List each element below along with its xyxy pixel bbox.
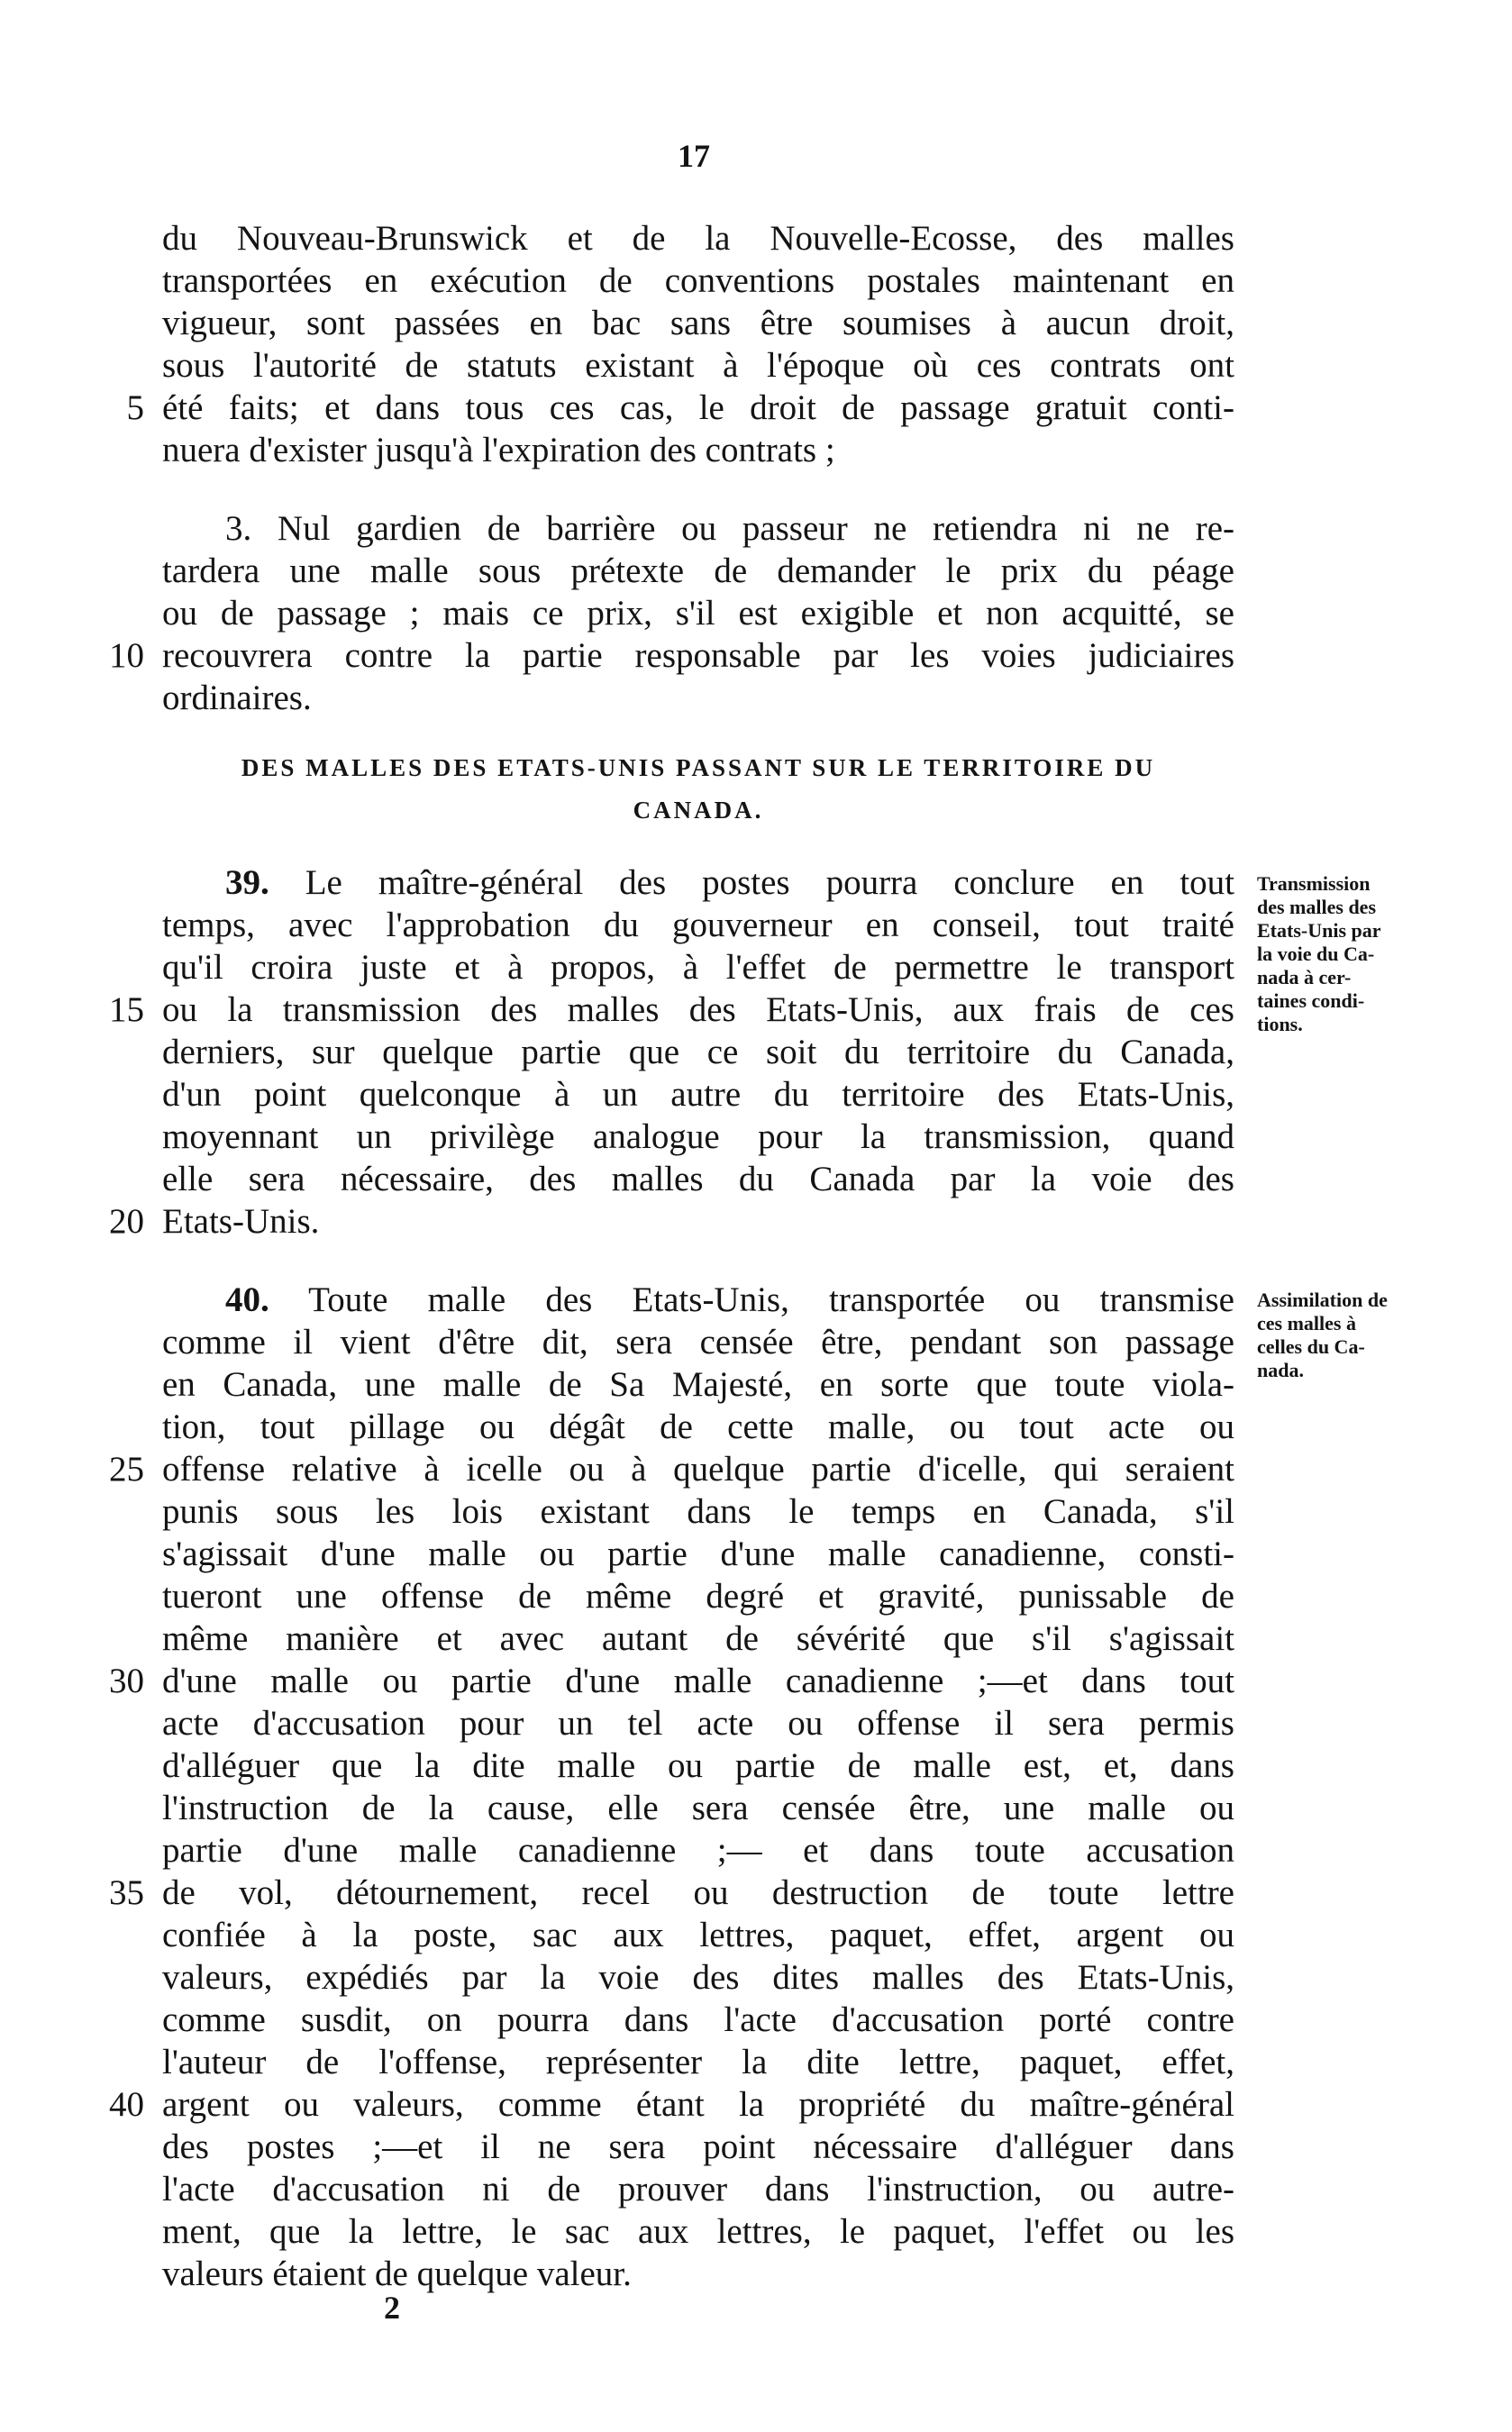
text-line: punis sous les lois existant dans le temps en Canada, s'il	[162, 1492, 1234, 1531]
text-line: moyennant un privilège analogue pour la transmission, quand	[162, 1117, 1234, 1156]
text-line: s'agissait d'une malle ou partie d'une malle canadienne, consti-	[162, 1535, 1234, 1573]
text-line: confiée à la poste, sac aux lettres, paquet, effet, argent ou	[162, 1916, 1234, 1954]
text-line: ment, que la lettre, le sac aux lettres, le paquet, l'effet ou les	[162, 2212, 1234, 2251]
margin-note-section-40	[1257, 1289, 1464, 1382]
margin-note-line: ces malles à	[1257, 1312, 1356, 1334]
margin-note-line: Assimilation de	[1257, 1289, 1388, 1311]
text-line: l'instruction de la cause, elle sera censée être, une malle ou	[162, 1789, 1234, 1827]
section-heading-line-2: CANADA.	[633, 797, 764, 824]
text-line: du Nouveau-Brunswick et de la Nouvelle-Ecosse, des malles	[162, 219, 1234, 258]
text-line: temps, avec l'approbation du gouverneur en conseil, tout traité	[162, 906, 1234, 944]
text-line: valeurs étaient de quelque valeur.	[162, 2254, 632, 2293]
section-heading-line-1: DES MALLES DES ETATS-UNIS PASSANT SUR LE TERRITOIRE DU	[241, 754, 1156, 781]
text-line: en Canada, une malle de Sa Majesté, en sorte que toute viola-	[162, 1365, 1234, 1404]
line-number: 40	[109, 2085, 144, 2124]
section-number: 39.	[225, 863, 269, 902]
margin-note-line: nada.	[1257, 1359, 1304, 1381]
text-line: de vol, détournement, recel ou destruction de toute lettre	[162, 1873, 1234, 1912]
text-line: ou de passage ; mais ce prix, s'il est exigible et non acquitté, se	[162, 594, 1234, 633]
text-line: tion, tout pillage ou dégât de cette malle, ou tout acte ou	[162, 1407, 1234, 1446]
line-text: Le maître-général des postes pourra conclure en tout	[269, 863, 1234, 902]
text-line: nuera d'exister jusqu'à l'expiration des contrats ;	[162, 431, 835, 469]
text-line: ordinaires.	[162, 679, 312, 717]
text-line: derniers, sur quelque partie que ce soit du territoire du Canada,	[162, 1033, 1234, 1071]
text-line: 3. Nul gardien de barrière ou passeur ne retiendra ni ne re-	[225, 509, 1234, 548]
margin-note-line: celles du Ca-	[1257, 1335, 1365, 1358]
margin-note-line: des malles des	[1257, 896, 1376, 918]
line-number: 10	[109, 636, 144, 675]
text-line: tueront une offense de même degré et gravité, punissable de	[162, 1577, 1234, 1616]
section-number: 40.	[225, 1280, 269, 1319]
line-number: 5	[126, 388, 144, 427]
text-line: comme il vient d'être dit, sera censée être, pendant son passage	[162, 1323, 1234, 1362]
line-number: 25	[109, 1450, 144, 1489]
margin-note-line: Etats-Unis par	[1257, 919, 1381, 942]
text-line: recouvrera contre la partie responsable par les voies judiciaires	[162, 636, 1234, 675]
text-line: même manière et avec autant de sévérité que s'il s'agissait	[162, 1619, 1234, 1658]
text-line: argent ou valeurs, comme étant la propriété du maître-général	[162, 2085, 1234, 2124]
text-line: été faits; et dans tous ces cas, le droit de passage gratuit conti-	[162, 388, 1234, 427]
text-line: ou la transmission des malles des Etats-Unis, aux frais de ces	[162, 990, 1234, 1029]
text-line: comme susdit, on pourra dans l'acte d'accusation porté contre	[162, 2000, 1234, 2039]
line-text: Toute malle des Etats-Unis, transportée ou transmise	[269, 1280, 1234, 1319]
line-number: 15	[109, 990, 144, 1029]
text-line: offense relative à icelle ou à quelque partie d'icelle, qui seraient	[162, 1450, 1234, 1489]
margin-note-line: Transmission	[1257, 872, 1371, 895]
text-line: l'acte d'accusation ni de prouver dans l'instruction, ou autre-	[162, 2170, 1234, 2209]
text-line: d'un point quelconque à un autre du territoire des Etats-Unis,	[162, 1075, 1234, 1114]
line-number: 35	[109, 1873, 144, 1912]
line-number: 20	[109, 1202, 144, 1241]
text-line: l'auteur de l'offense, représenter la dite lettre, paquet, effet,	[162, 2043, 1234, 2081]
margin-note-line: taines condi-	[1257, 989, 1365, 1012]
line-number: 30	[109, 1662, 144, 1700]
text-line: acte d'accusation pour un tel acte ou offense il sera permis	[162, 1704, 1234, 1743]
margin-note-line: nada à cer-	[1257, 966, 1352, 988]
text-line: d'une malle ou partie d'une malle canadienne ;—et dans tout	[162, 1662, 1234, 1700]
text-line: elle sera nécessaire, des malles du Canada par la voie des	[162, 1160, 1234, 1198]
text-line: sous l'autorité de statuts existant à l'époque où ces contrats ont	[162, 346, 1234, 385]
signature-mark: 2	[384, 2290, 400, 2326]
text-line: vigueur, sont passées en bac sans être soumises à aucun droit,	[162, 304, 1234, 342]
text-line: d'alléguer que la dite malle ou partie de malle est, et, dans	[162, 1746, 1234, 1785]
text-line: valeurs, expédiés par la voie des dites malles des Etats-Unis,	[162, 1958, 1234, 1997]
text-line	[225, 1280, 1234, 1320]
margin-note-line: la voie du Ca-	[1257, 943, 1375, 965]
text-line: qu'il croira juste et à propos, à l'effet de permettre le transport	[162, 948, 1234, 987]
margin-note-section-39	[1257, 872, 1464, 1036]
text-line: transportées en exécution de conventions postales maintenant en	[162, 261, 1234, 300]
text-line: des postes ;—et il ne sera point nécessaire d'alléguer dans	[162, 2127, 1234, 2166]
page-number: 17	[678, 138, 710, 174]
text-line: partie d'une malle canadienne ;— et dans toute accusation	[162, 1831, 1234, 1870]
margin-note-line: tions.	[1257, 1013, 1303, 1035]
text-line	[225, 863, 1234, 903]
text-line: tardera une malle sous prétexte de demander le prix du péage	[162, 551, 1234, 590]
text-line: Etats-Unis.	[162, 1202, 320, 1241]
